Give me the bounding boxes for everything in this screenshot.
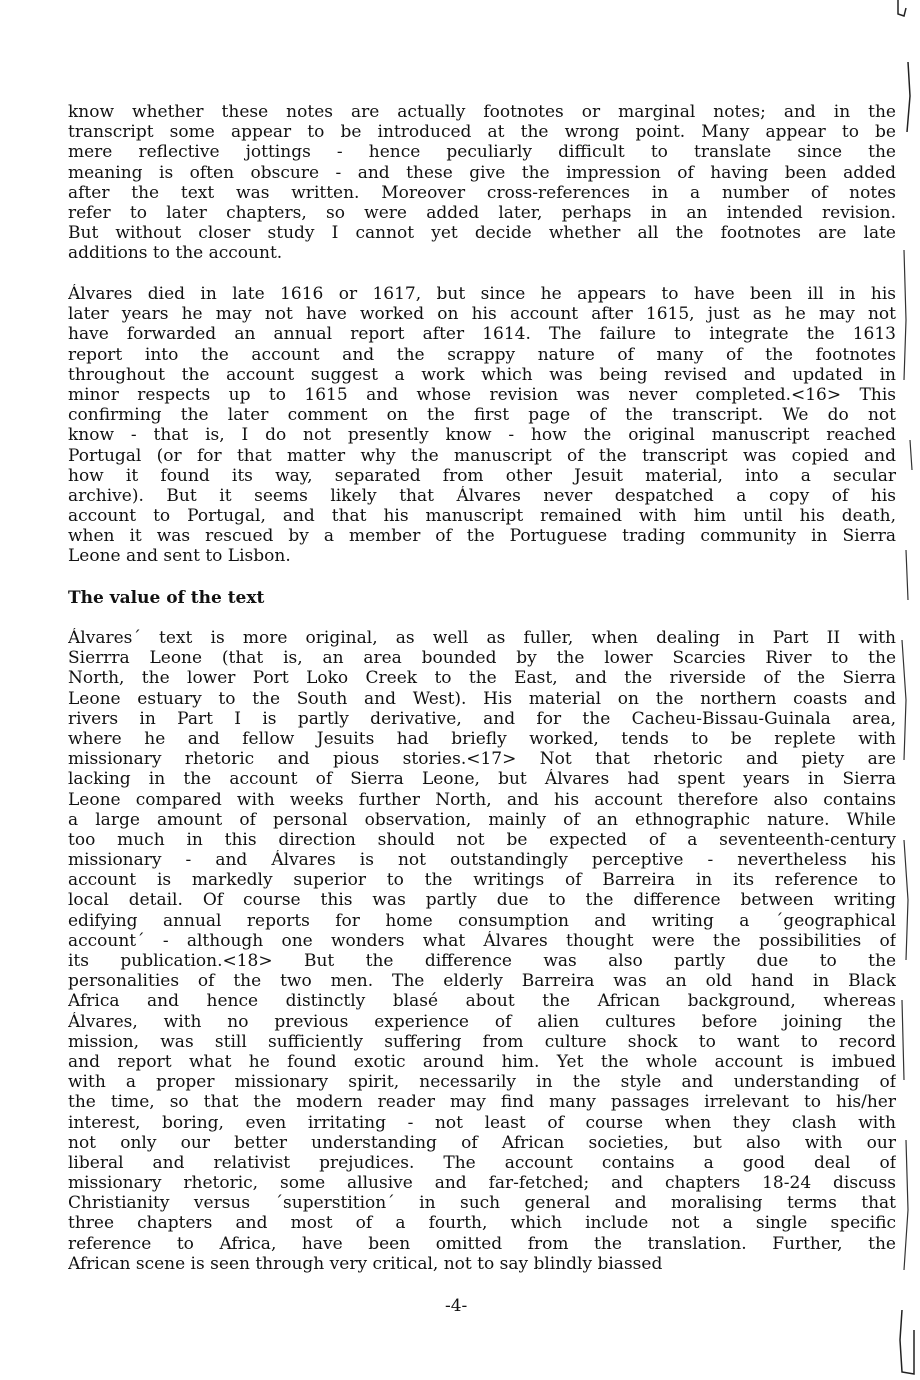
para2-line: report into the account and the scrappy nature of many of the footnotes bbox=[68, 344, 896, 365]
para2-line: minor respects up to 1615 and whose revision was never completed.<16> This bbox=[68, 384, 896, 405]
para3-line: lacking in the account of Sierra Leone, but Álvares had spent years in Sierra bbox=[68, 769, 896, 790]
para3-line: Africa and hence distinctly blasé about the African background, whereas bbox=[68, 991, 896, 1012]
para1-line: mere reflective jottings - hence peculiarly difficult to translate since the bbox=[68, 142, 896, 163]
para3-line: personalities of the two men. The elderly Barreira was an old hand in Black bbox=[68, 971, 896, 992]
para2-line: Leone and sent to Lisbon. bbox=[68, 546, 291, 567]
para2-line: throughout the account suggest a work which was being revised and updated in bbox=[68, 364, 896, 385]
para3-line: Álvares, with no previous experience of alien cultures before joining the bbox=[68, 1011, 896, 1032]
para1-line: But without closer study I cannot yet decide whether all the footnotes are late bbox=[68, 223, 896, 244]
para3-line: local detail. Of course this was partly due to the difference between writing bbox=[68, 890, 896, 911]
para3-line: Sierrra Leone (that is, an area bounded by the lower Scarcies River to the bbox=[68, 648, 896, 669]
paragraph-value-of-text bbox=[68, 628, 896, 1274]
para3-line: mission, was still sufficiently suffering from culture shock to want to record bbox=[68, 1031, 896, 1052]
paragraph-footnotes bbox=[68, 102, 896, 264]
para2-line: Álvares died in late 1616 or 1617, but since he appears to have been ill in his bbox=[68, 284, 896, 304]
para3-line: reference to Africa, have been omitted from the translation. Further, the bbox=[68, 1233, 896, 1254]
para3-line: missionary rhetoric and pious stories.<17> Not that rhetoric and piety are bbox=[68, 749, 896, 770]
para1-line: additions to the account. bbox=[68, 243, 283, 264]
para3-line: African scene is seen through very critical, not to say blindly biassed bbox=[68, 1253, 663, 1274]
para1-line: meaning is often obscure - and these give the impression of having been added bbox=[68, 162, 896, 183]
section-heading: The value of the text bbox=[68, 588, 265, 608]
para3-line: not only our better understanding of African societies, but also with our bbox=[68, 1132, 896, 1153]
para3-line: Leone estuary to the South and West). His material on the northern coasts and bbox=[68, 688, 896, 709]
para3-line: the time, so that the modern reader may find many passages irrelevant to his/her bbox=[68, 1092, 896, 1113]
para1-line: after the text was written. Moreover cross-references in a number of notes bbox=[68, 182, 896, 203]
para3-line: missionary - and Álvares is not outstandingly perceptive - nevertheless his bbox=[68, 850, 896, 871]
para3-line: rivers in Part I is partly derivative, and for the Cacheu-Bissau-Guinala area, bbox=[68, 708, 896, 729]
paragraph-alvares-death bbox=[68, 284, 896, 567]
para3-line: account´ - although one wonders what Álvares thought were the possibilities of bbox=[68, 930, 896, 951]
para2-line: archive). But it seems likely that Álvares never despatched a copy of his bbox=[68, 485, 896, 506]
page-number: -4- bbox=[445, 1296, 468, 1316]
para2-line: how it found its way, separated from other Jesuit material, into a secular bbox=[68, 465, 896, 486]
para1-line: refer to later chapters, so were added later, perhaps in an intended revision. bbox=[68, 202, 896, 223]
para2-line: account to Portugal, and that his manuscript remained with him until his death, bbox=[68, 506, 896, 527]
para3-line: North, the lower Port Loko Creek to the East, and the riverside of the Sierra bbox=[68, 668, 896, 689]
para3-line: a large amount of personal observation, mainly of an ethnographic nature. While bbox=[68, 809, 896, 830]
para2-line: have forwarded an annual report after 1614. The failure to integrate the 1613 bbox=[68, 324, 896, 345]
para1-line: know whether these notes are actually footnotes or marginal notes; and in the bbox=[68, 102, 896, 122]
para3-line: liberal and relativist prejudices. The account contains a good deal of bbox=[68, 1152, 896, 1173]
para3-line: three chapters and most of a fourth, which include not a single specific bbox=[68, 1213, 896, 1234]
para3-line: edifying annual reports for home consumption and writing a ´geographical bbox=[68, 910, 896, 931]
para3-line: interest, boring, even irritating - not least of course when they clash with bbox=[68, 1112, 896, 1133]
para2-line: when it was rescued by a member of the Portuguese trading community in Sierra bbox=[68, 526, 896, 547]
para3-line: and report what he found exotic around him. Yet the whole account is imbued bbox=[68, 1051, 896, 1072]
para3-line: Álvares´ text is more original, as well as fuller, when dealing in Part II with bbox=[68, 628, 896, 648]
para2-line: know - that is, I do not presently know - how the original manuscript reached bbox=[68, 425, 896, 446]
para2-line: Portugal (or for that matter why the manuscript of the transcript was copied and bbox=[68, 445, 896, 466]
para1-line: transcript some appear to be introduced at the wrong point. Many appear to be bbox=[68, 122, 896, 143]
para3-line: with a proper missionary spirit, necessarily in the style and understanding of bbox=[68, 1072, 896, 1093]
para3-line: its publication.<18> But the difference was also partly due to the bbox=[68, 951, 896, 971]
para3-line: Christianity versus ´superstition´ in such general and moralising terms that bbox=[68, 1193, 896, 1214]
para3-line: where he and fellow Jesuits had briefly worked, tends to be replete with bbox=[68, 728, 896, 749]
para3-line: too much in this direction should not be expected of a seventeenth-century bbox=[68, 829, 896, 850]
para2-line: later years he may not have worked on his account after 1615, just as he may not bbox=[68, 304, 896, 325]
para2-line: confirming the later comment on the first page of the transcript. We do not bbox=[68, 405, 896, 426]
para3-line: Leone compared with weeks further North, and his account therefore also contains bbox=[68, 789, 896, 810]
para3-line: missionary rhetoric, some allusive and far-fetched; and chapters 18-24 discuss bbox=[68, 1173, 896, 1194]
para3-line: account is markedly superior to the writings of Barreira in its reference to bbox=[68, 870, 896, 891]
